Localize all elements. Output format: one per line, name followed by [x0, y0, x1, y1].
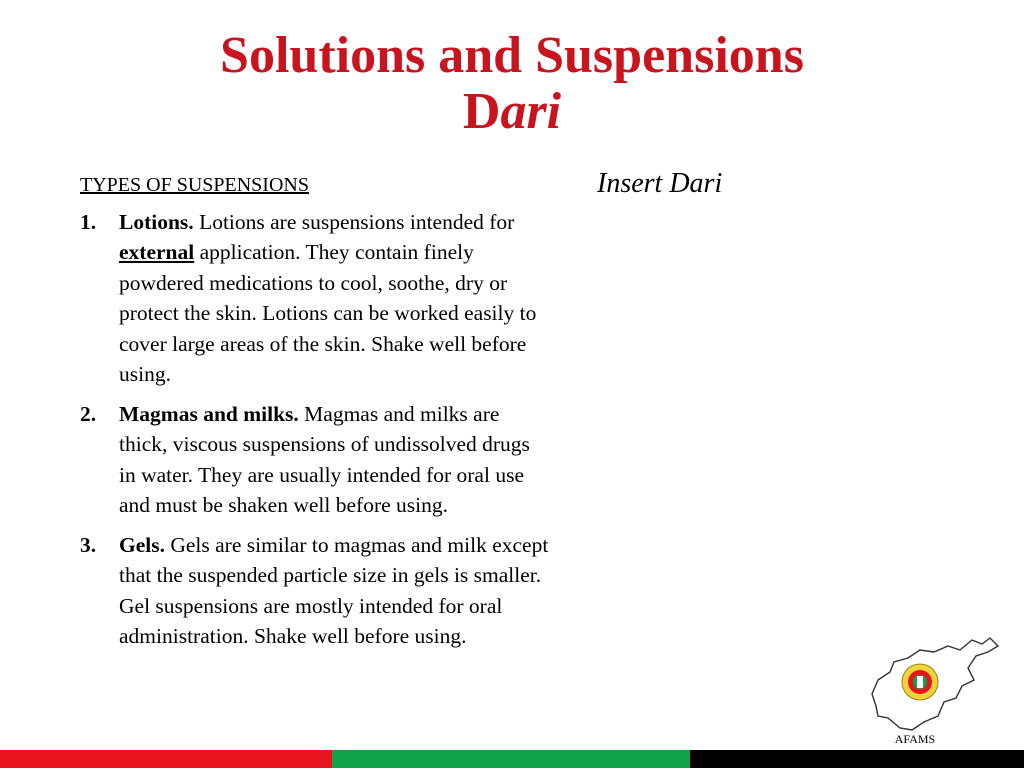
item-title: Magmas and milks. [119, 401, 299, 426]
footer-bar-red [0, 750, 332, 768]
item-text: Gels are similar to magmas and milk except that the suspended particle size in gels is smaller. Gel suspensions are mostly intended for oral administration. Shake well before using. [119, 532, 549, 648]
item-text-continued: application. They contain finely powdered medications to cool, soothe, dry or protect the skin. Lotions can be worked easily to cover large areas of the skin. Shake well before using. [119, 240, 537, 386]
title-line-1: Solutions and Suspensions [220, 27, 804, 84]
insert-dari-placeholder: Insert Dari [597, 168, 723, 199]
title-line-2 [0, 84, 1024, 140]
item-text: Lotions are suspensions intended for [193, 209, 515, 234]
item-title: Lotions. [119, 209, 194, 234]
afghanistan-map-logo [864, 632, 1004, 744]
list-item-gels [80, 530, 550, 652]
item-emphasis: external [119, 240, 195, 264]
title-line-2-initial: D [462, 83, 501, 140]
item-number: 3. [80, 532, 97, 557]
content-column [80, 170, 550, 661]
list-item-lotions [80, 207, 550, 390]
footer-bar-black [690, 750, 1024, 768]
list-item-magmas [80, 399, 550, 521]
item-title: Gels. [119, 532, 165, 557]
footer-bar-green [332, 750, 690, 768]
item-number: 2. [80, 401, 97, 426]
slide-title [0, 28, 1024, 140]
emblem-icon [902, 664, 938, 700]
item-number: 1. [80, 209, 97, 234]
title-line-2-rest: ari [500, 83, 562, 140]
section-heading: TYPES OF SUSPENSIONS [80, 174, 309, 196]
afams-logo-text: AFAMS [894, 732, 936, 746]
footer-color-bar [0, 750, 1024, 768]
item-text: Magmas and milks are thick, viscous suspensions of undissolved drugs in water. They are usually intended for oral use and must be shaken well before using. [119, 401, 530, 517]
